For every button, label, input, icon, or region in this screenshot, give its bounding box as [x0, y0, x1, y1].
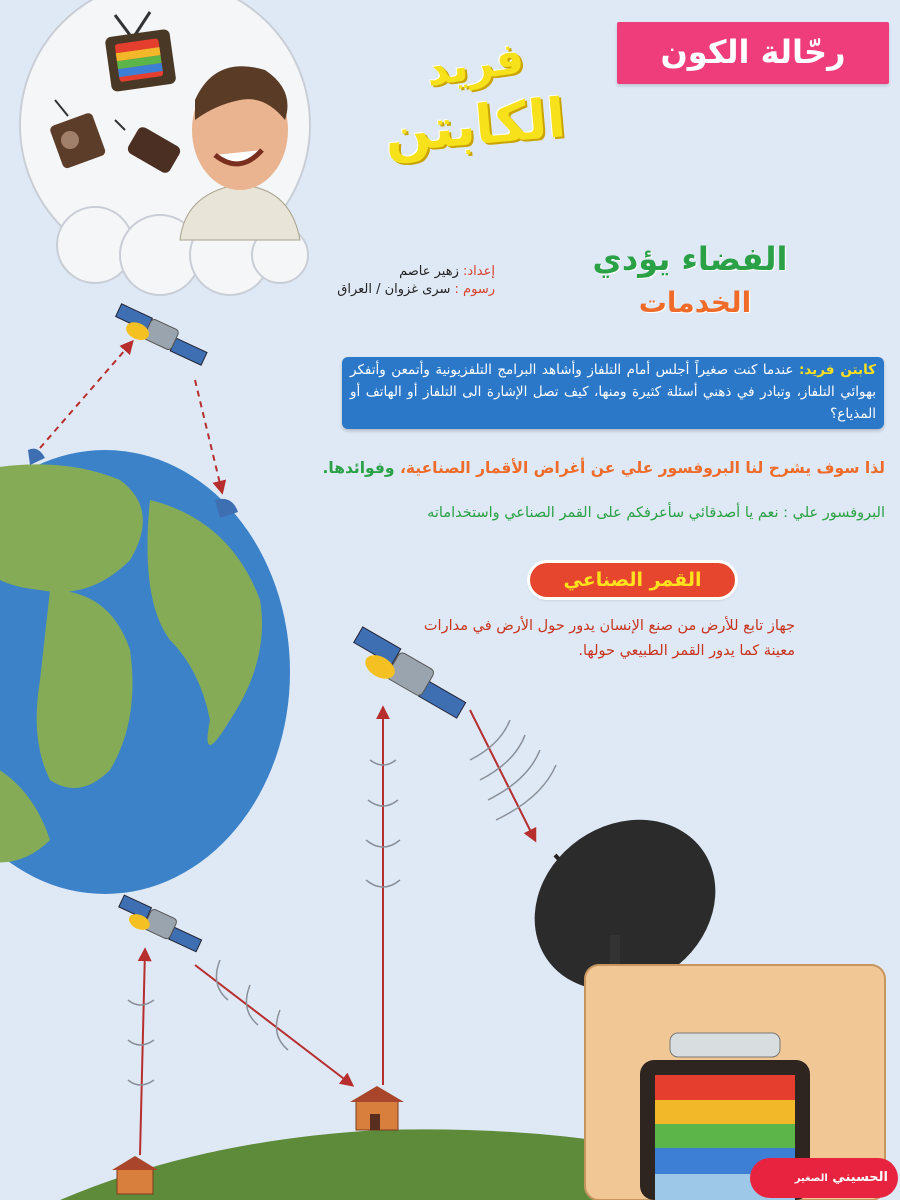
lead-part1: لذا سوف يشرح لنا البروفسور علي عن أغراض الأقمار الصناعية، — [399, 459, 885, 477]
credit-drawings-name: سرى غزوان / العراق — [337, 282, 451, 297]
lead-paragraph — [280, 459, 885, 477]
intro-speaker: كابتن فريد: — [798, 362, 877, 378]
logo-name: الحسيني — [832, 1170, 888, 1185]
credit-prepared — [300, 263, 495, 281]
credits-block — [300, 263, 495, 299]
professor-line: البروفسور علي : نعم يا أصدقائي سأعرفكم على القمر الصناعي واستخداماته — [427, 505, 885, 521]
section-heading: القمر الصناعي — [530, 563, 735, 597]
intro-paragraph — [342, 357, 884, 429]
earth-globe-icon — [0, 450, 290, 894]
house-icon — [112, 1156, 158, 1194]
captain-name-title — [330, 32, 620, 165]
credit-drawings-label: رسوم : — [454, 282, 495, 297]
satellite-definition: جهاز تابع للأرض من صنع الإنسان يدور حول الأرض في مدارات معينة كما يدور القمر الطبيعي حولها. — [423, 618, 795, 659]
credit-prepared-label: إعداد: — [463, 264, 495, 279]
magazine-logo — [750, 1158, 898, 1198]
article-title-line1: الفضاء يؤدي — [592, 240, 788, 278]
captain-name-line2: الكابتن — [381, 86, 569, 165]
satellite-icon — [111, 304, 211, 369]
intro-text: عندما كنت صغيراً أجلس أمام التلفاز وأشاهد البرامج التلفزيونية وأتمعن وأتفكر بهوائي التلفاز، وتبادر في ذهني أسئلة كثيرة ومنها، كيف تصل الإشارة الى التلفاز أو الهاتف أو المذياع؟ — [350, 362, 876, 422]
article-title-line2: الخدمات — [638, 286, 752, 319]
house-icon — [350, 1086, 404, 1130]
series-title-tag: رحّالة الكون — [617, 22, 889, 84]
lead-part2: وفوائدها. — [322, 459, 400, 477]
credit-prepared-name: زهير عاصم — [399, 264, 459, 279]
logo-suffix: الصغير — [794, 1173, 828, 1184]
credit-drawings — [300, 281, 495, 299]
captain-name-line1: فريد — [422, 32, 528, 97]
satellite-icon — [114, 895, 205, 955]
